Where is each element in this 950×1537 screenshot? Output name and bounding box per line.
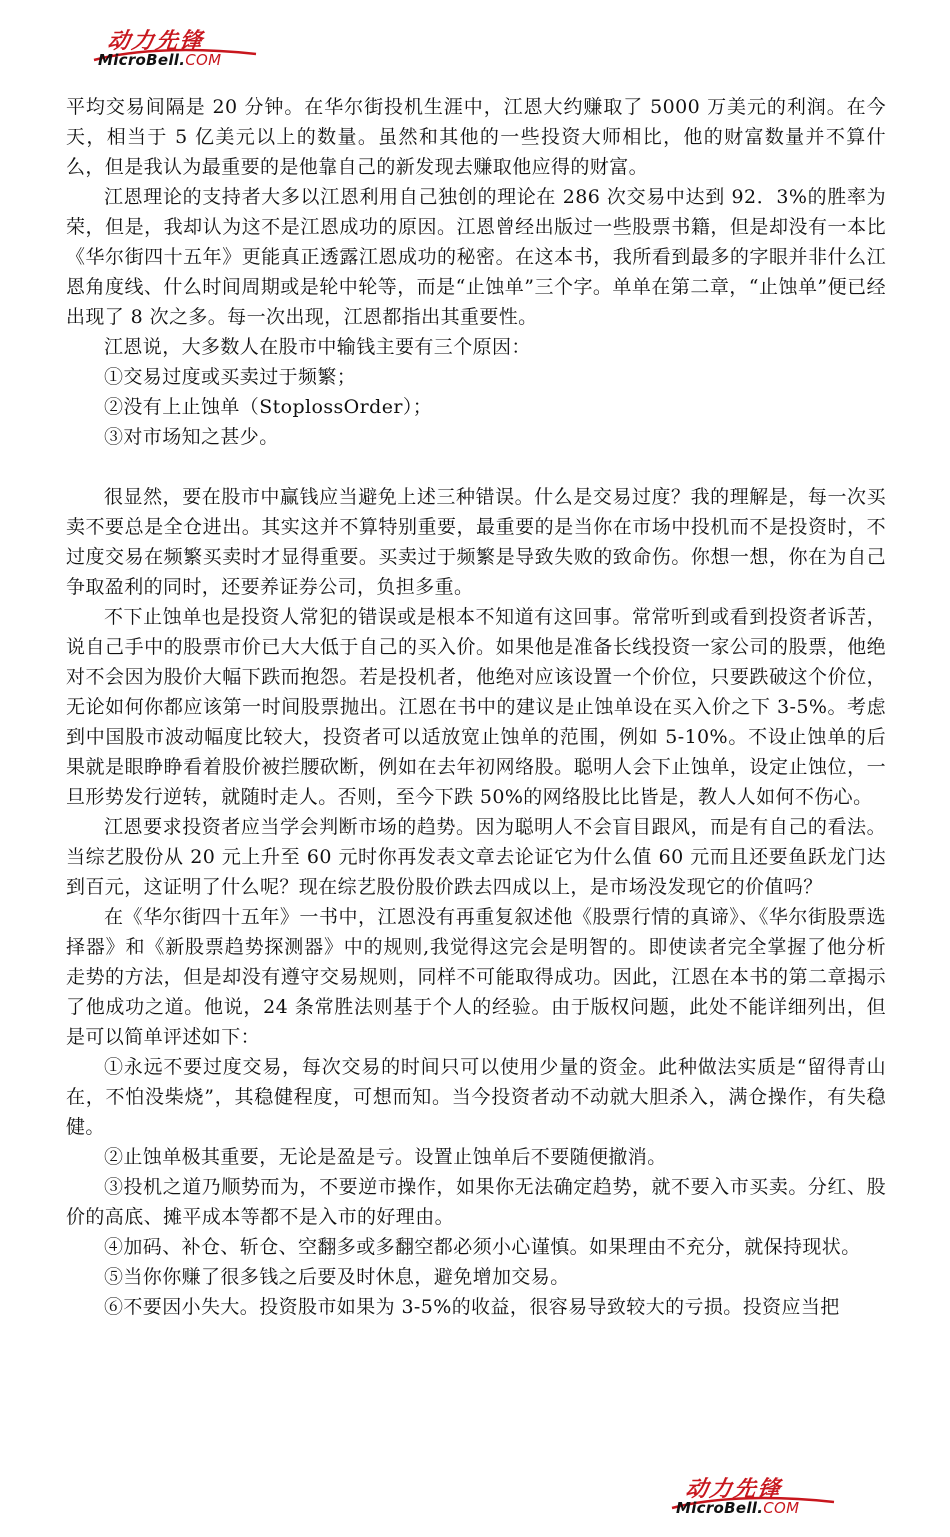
list-item: ⑥不要因小失大。投资股市如果为 3-5%的收益，很容易导致较大的亏损。投资应当把 (104, 1296, 840, 1318)
logo-english-main: MicroBell. (98, 51, 186, 69)
list-item: ⑤当你你赚了很多钱之后要及时休息，避免增加交易。 (104, 1266, 570, 1288)
logo-english-com: COM (185, 51, 222, 69)
paragraph: 很显然，要在股市中赢钱应当避免上述三种错误。什么是交易过度？我的理解是，每一次买卖不要总是全仓进出。其实这并不算特别重要，最重要的是当你在市场中投机而不是投资时，不过度交易在频繁买卖时才显得重要。买卖过于频繁是导致失败的致命伤。你想一想，你在为自己争取盈利的同时，还要养证券公司，负担多重。 (66, 486, 886, 598)
list-item: ④加码、补仓、斩仓、空翻多或多翻空都必须小心谨慎。如果理由不充分，就保持现状。 (104, 1236, 861, 1258)
paragraph: 江恩理论的支持者大多以江恩利用自己独创的理论在 286 次交易中达到 92．3%的胜率为荣，但是，我却认为这不是江恩成功的原因。江恩曾经出版过一些股票书籍，但是却没有一本比《华尔街四十五年》更能真正透露江恩成功的秘密。在这本书，我所看到最多的字眼并非什么江恩角度线、什么时间周期或是轮中轮等，而是“止蚀单”三个字。单单在第二章，“止蚀单”便已经出现了 8 次之多。每一次出现，江恩都指出其重要性。 (66, 186, 886, 328)
paragraph: 江恩说，大多数人在股市中输钱主要有三个原因： (104, 336, 531, 358)
logo-english-text (676, 1499, 799, 1517)
list-item: ③投机之道乃顺势而为，不要逆市操作，如果你无法确定趋势，就不要入市买卖。分红、股价的高底、摊平成本等都不是入市的好理由。 (66, 1176, 886, 1228)
footer-logo (668, 1470, 843, 1526)
logo-english-com: COM (763, 1499, 800, 1517)
paragraph: 平均交易间隔是 20 分钟。在华尔街投机生涯中，江恩大约赚取了 5000 万美元的利润。在今天，相当于 5 亿美元以上的数量。虽然和其他的一些投资大师相比，他的财富数量并不算什么，但是我认为最重要的是他靠自己的新发现去赚取他应得的财富。 (66, 96, 886, 178)
logo-chinese-text: 动力先锋 (683, 1477, 784, 1502)
list-item: ③对市场知之甚少。 (104, 426, 279, 448)
list-item: ②没有上止蚀单（StoplossOrder）； (104, 396, 433, 418)
list-item: ①永远不要过度交易，每次交易的时间只可以使用少量的资金。此种做法实质是“留得青山在，不怕没柴烧”，其稳健程度，可想而知。当今投资者动不动就大胆杀入，满仓操作，有失稳健。 (66, 1056, 886, 1138)
paragraph: 在《华尔街四十五年》一书中，江恩没有再重复叙述他《股票行情的真谛》、《华尔街股票选择器》和《新股票趋势探测器》中的规则,我觉得这完会是明智的。即使读者完全掌握了他分析走势的方法，但是却没有遵守交易规则，同样不可能取得成功。因此，江恩在本书的第二章揭示了他成功之道。他说，24 条常胜法则基于个人的经验。由于版权问题，此处不能详细列出，但是可以简单评述如下： (66, 906, 886, 1048)
list-item: ①交易过度或买卖过于频繁； (104, 366, 357, 388)
logo-chinese-text: 动力先锋 (105, 29, 206, 54)
header-logo (90, 22, 265, 78)
logo-english-main: MicroBell. (676, 1499, 764, 1517)
blank-line (66, 452, 886, 482)
document-body (66, 92, 886, 1322)
list-item: ②止蚀单极其重要，无论是盈是亏。设置止蚀单后不要随便撤消。 (104, 1146, 667, 1168)
paragraph: 江恩要求投资者应当学会判断市场的趋势。因为聪明人不会盲目跟风，而是有自己的看法。当综艺股份从 20 元上升至 60 元时你再发表文章去论证它为什么值 60 元而且还要鱼跃龙门达到百元，这证明了什么呢？现在综艺股份股价跌去四成以上，是市场没发现它的价值吗？ (66, 816, 886, 898)
paragraph: 不下止蚀单也是投资人常犯的错误或是根本不知道有这回事。常常听到或看到投资者诉苦，说自己手中的股票市价已大大低于自己的买入价。如果他是准备长线投资一家公司的股票，他绝对不会因为股价大幅下跌而抱怨。若是投机者，他绝对应该设置一个价位，只要跌破这个价位，无论如何你都应该第一时间股票抛出。江恩在书中的建议是止蚀单设在买入价之下 3-5%。考虑到中国股市波动幅度比较大，投资者可以适放宽止蚀单的范围，例如 5-10%。不设止蚀单的后果就是眼睁睁看着股价被拦腰砍断，例如在去年初网络股。聪明人会下止蚀单，设定止蚀位，一旦形势发行逆转，就随时走人。否则，至今下跌 50%的网络股比比皆是，教人人如何不伤心。 (66, 606, 886, 808)
logo-english-text (98, 51, 221, 69)
